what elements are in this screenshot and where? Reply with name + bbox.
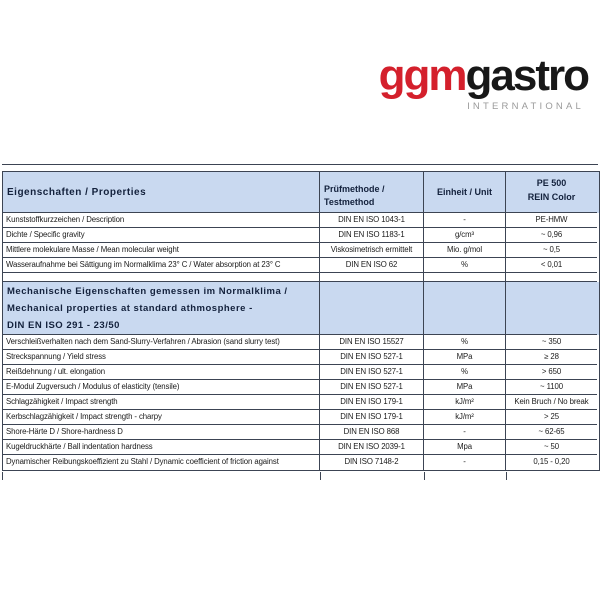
header-pe500-line1: PE 500 xyxy=(536,178,567,188)
properties-table xyxy=(2,171,600,471)
unit-cell: - xyxy=(424,213,506,228)
property-cell: Kerbschlagzähigkeit / Impact strength - charpy xyxy=(3,410,320,425)
method-cell: Viskosimetrisch ermittelt xyxy=(320,243,424,258)
table-row xyxy=(3,258,599,273)
border-stub xyxy=(424,472,425,480)
method-cell: DIN EN ISO 527-1 xyxy=(320,380,424,395)
table-row xyxy=(3,243,599,258)
value-cell: ≥ 28 xyxy=(506,350,597,365)
method-cell: DIN EN ISO 62 xyxy=(320,258,424,273)
property-cell: Schlagzähigkeit / Impact strength xyxy=(3,395,320,410)
value-cell: < 0,01 xyxy=(506,258,597,273)
table-row xyxy=(3,228,599,243)
header-testmethod-line2: Testmethod xyxy=(324,196,375,207)
property-cell: Shore-Härte D / Shore-hardness D xyxy=(3,425,320,440)
value-cell: ~ 0,5 xyxy=(506,243,597,258)
unit-cell: - xyxy=(424,455,506,470)
method-cell: DIN EN ISO 868 xyxy=(320,425,424,440)
value-cell: > 25 xyxy=(506,410,597,425)
table-header-row xyxy=(3,172,599,213)
method-cell: DIN EN ISO 1043-1 xyxy=(320,213,424,228)
method-cell: DIN EN ISO 179-1 xyxy=(320,395,424,410)
top-rule-line xyxy=(2,164,598,165)
spacer-row xyxy=(3,273,599,282)
value-cell: Kein Bruch / No break xyxy=(506,395,597,410)
value-cell: ~ 350 xyxy=(506,335,597,350)
border-stub xyxy=(320,472,321,480)
header-testmethod-line1: Prüfmethode / xyxy=(324,184,385,194)
unit-cell: Mio. g/mol xyxy=(424,243,506,258)
unit-cell: kJ/m² xyxy=(424,395,506,410)
unit-cell: MPa xyxy=(424,350,506,365)
value-cell: > 650 xyxy=(506,365,597,380)
table-border-stubs xyxy=(2,472,598,480)
unit-cell: % xyxy=(424,258,506,273)
property-cell: Verschleißverhalten nach dem Sand-Slurry-Verfahren / Abrasion (sand slurry test) xyxy=(3,335,320,350)
value-cell: ~ 50 xyxy=(506,440,597,455)
section-empty-cell xyxy=(506,282,597,335)
property-cell: Kugeldruckhärte / Ball indentation hardness xyxy=(3,440,320,455)
table-row xyxy=(3,335,599,350)
header-testmethod xyxy=(320,172,424,213)
value-cell: PE-HMW xyxy=(506,213,597,228)
property-cell: Streckspannung / Yield stress xyxy=(3,350,320,365)
property-cell: Mittlere molekulare Masse / Mean molecular weight xyxy=(3,243,320,258)
table-row xyxy=(3,425,599,440)
spacer-cell xyxy=(320,273,424,282)
unit-cell: kJ/m² xyxy=(424,410,506,425)
method-cell: DIN ISO 7148-2 xyxy=(320,455,424,470)
value-cell: ~ 1100 xyxy=(506,380,597,395)
property-cell: Reißdehnung / ult. elongation xyxy=(3,365,320,380)
property-cell: Wasseraufnahme bei Sättigung im Normalklima 23° C / Water absorption at 23° C xyxy=(3,258,320,273)
header-properties: Eigenschaften / Properties xyxy=(3,172,320,213)
table-row xyxy=(3,440,599,455)
section-header-row xyxy=(3,282,599,335)
header-pe500-line2: REIN Color xyxy=(527,191,576,202)
logo-wordmark xyxy=(378,51,588,100)
header-pe500 xyxy=(506,172,597,213)
unit-cell: - xyxy=(424,425,506,440)
logo-text-gastro: gastro xyxy=(465,51,588,100)
value-cell: 0,15 - 0,20 xyxy=(533,457,570,466)
table-row xyxy=(3,410,599,425)
method-cell: DIN EN ISO 527-1 xyxy=(320,365,424,380)
border-stub xyxy=(2,472,3,480)
header-unit: Einheit / Unit xyxy=(424,172,506,213)
method-cell: DIN EN ISO 527-1 xyxy=(320,350,424,365)
table-row xyxy=(3,455,599,470)
method-cell: DIN EN ISO 15527 xyxy=(320,335,424,350)
border-stub xyxy=(506,472,507,480)
table-row xyxy=(3,213,599,228)
spacer-cell xyxy=(506,273,597,282)
value-cell: ~ 0,96 xyxy=(506,228,597,243)
table-row xyxy=(3,380,599,395)
section-empty-cell xyxy=(320,282,424,335)
property-cell: E-Modul Zugversuch / Modulus of elasticity (tensile) xyxy=(3,380,320,395)
property-cell: Dichte / Specific gravity xyxy=(3,228,320,243)
method-cell: DIN EN ISO 1183-1 xyxy=(320,228,424,243)
section-line3: DIN EN ISO 291 - 23/50 xyxy=(7,320,120,331)
method-cell: DIN EN ISO 2039-1 xyxy=(320,440,424,455)
table-row xyxy=(3,395,599,410)
value-cell: ~ 62-65 xyxy=(506,425,597,440)
section-header-cell xyxy=(3,282,320,335)
unit-cell: % xyxy=(424,335,506,350)
section-line2: Mechanical properties at standard athmosphere - xyxy=(7,303,253,314)
unit-cell: % xyxy=(424,365,506,380)
spacer-cell xyxy=(3,273,320,282)
unit-cell: Mpa xyxy=(424,440,506,455)
property-cell: Dynamischer Reibungskoeffizient zu Stahl / Dynamic coefficient of friction against xyxy=(3,455,320,470)
logo-subtitle: INTERNATIONAL xyxy=(467,101,584,112)
logo-text-ggm: ggm xyxy=(378,51,466,100)
method-cell: DIN EN ISO 179-1 xyxy=(320,410,424,425)
section-line1: Mechanische Eigenschaften gemessen im Normalklima / xyxy=(7,286,288,297)
spacer-cell xyxy=(424,273,506,282)
table-row xyxy=(3,350,599,365)
unit-cell: g/cm³ xyxy=(424,228,506,243)
section-empty-cell xyxy=(424,282,506,335)
company-logo xyxy=(378,51,588,112)
property-cell: Kunststoffkurzzeichen / Description xyxy=(3,213,320,228)
unit-cell: MPa xyxy=(424,380,506,395)
table-row xyxy=(3,365,599,380)
